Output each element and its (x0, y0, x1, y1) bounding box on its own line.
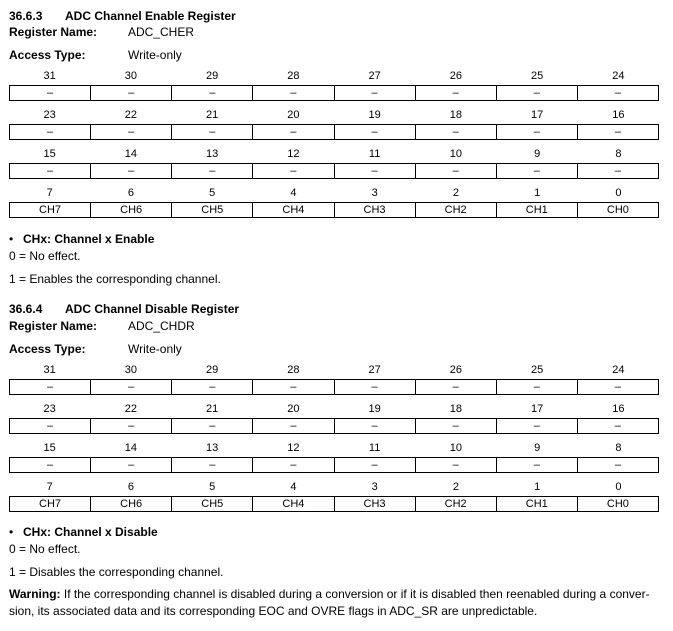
bit-field-row (9, 124, 659, 140)
bit-number: 21 (206, 109, 219, 121)
bit-field-cell: – (252, 458, 333, 472)
bit-field-cell: – (171, 380, 252, 394)
bit-number: 11 (368, 148, 381, 160)
bit-field-cell: – (47, 165, 54, 177)
register-name-value: ADC_CHER (128, 25, 195, 39)
bit-field-row (9, 496, 659, 512)
bit-field-cell: – (334, 458, 415, 472)
bit-field-cell: – (252, 164, 333, 178)
bit-field-row (9, 85, 659, 101)
bit-field-cell: – (252, 419, 333, 433)
bit-field-row (9, 202, 659, 218)
bit-number-row (9, 108, 659, 122)
bit-number: 29 (206, 70, 219, 82)
bit-number-row (9, 363, 659, 377)
bullet-icon: • (9, 232, 14, 246)
bit-field-row (9, 163, 659, 179)
section-title: ADC Channel Disable Register (65, 302, 240, 316)
access-type-label: Access Type: (9, 342, 86, 356)
bit-number: 1 (534, 187, 541, 199)
bit-number: 4 (290, 187, 297, 199)
bit-number: 20 (287, 109, 300, 121)
warning-text: If the corresponding channel is disabled during a conversion or if it is disabled then reenabled during a conver-sion, its associated data and its corresponding EOC and OVRE flags in ADC_SR are unpredictable. (9, 587, 650, 618)
bit-number-row (9, 147, 659, 161)
bit-field-cell: CH5 (171, 497, 252, 511)
section-heading (9, 9, 236, 23)
bit-number-row (9, 69, 659, 83)
bit-number: 25 (531, 70, 544, 82)
bit-number: 4 (290, 481, 297, 493)
bit-field-cell: – (334, 164, 415, 178)
bit-number: 9 (534, 442, 541, 454)
bit-field-cell: CH6 (90, 203, 171, 217)
bit-number: 14 (124, 442, 137, 454)
bit-number-row (9, 480, 659, 494)
bit-number: 17 (531, 109, 544, 121)
bit-number: 18 (449, 109, 462, 121)
register-row (9, 69, 659, 105)
bit-field-cell: CH2 (415, 203, 496, 217)
bit-number: 13 (206, 148, 219, 160)
bit-field-cell: – (415, 380, 496, 394)
bit-number: 3 (371, 481, 378, 493)
bit-field-cell: – (90, 125, 171, 139)
bit-field-cell: – (90, 164, 171, 178)
bit-number: 31 (43, 364, 56, 376)
field-title-text: CHx: Channel x Enable (23, 232, 155, 246)
field-title-text: CHx: Channel x Disable (23, 525, 158, 539)
bit-field-cell: – (171, 458, 252, 472)
register-row (9, 441, 659, 477)
bit-field-cell: – (171, 86, 252, 100)
bit-field-cell: – (496, 164, 577, 178)
bit-number-row (9, 402, 659, 416)
bit-number: 17 (531, 403, 544, 415)
bit-number: 2 (452, 187, 459, 199)
bit-number: 13 (206, 442, 219, 454)
section-number: 36.6.3 (9, 9, 43, 23)
bit-field-cell: – (47, 126, 54, 138)
bit-field-cell: – (90, 419, 171, 433)
bit-field-cell: CH0 (577, 497, 658, 511)
bit-number: 7 (46, 481, 53, 493)
access-type-label: Access Type: (9, 48, 86, 62)
field-desc-0: 0 = No effect. (9, 249, 81, 263)
bit-field-cell: – (496, 86, 577, 100)
bit-field-cell: – (496, 458, 577, 472)
bit-number: 27 (368, 364, 381, 376)
bit-number: 12 (287, 148, 300, 160)
access-type-value: Write-only (128, 48, 182, 62)
section-title: ADC Channel Enable Register (65, 9, 236, 23)
register-row (9, 480, 659, 516)
bit-number: 26 (449, 364, 462, 376)
register-name-label: Register Name: (9, 25, 98, 39)
bit-field-cell: – (415, 458, 496, 472)
register-row (9, 186, 659, 222)
bit-field-cell: – (171, 419, 252, 433)
bit-number: 29 (206, 364, 219, 376)
bit-field-cell: CH1 (496, 497, 577, 511)
bit-field-cell: – (334, 419, 415, 433)
bit-field-cell: CH5 (171, 203, 252, 217)
bit-number: 1 (534, 481, 541, 493)
bullet-icon: • (9, 525, 14, 539)
bit-number: 24 (612, 364, 625, 376)
bit-field-cell: – (577, 419, 658, 433)
bit-field-cell: – (415, 419, 496, 433)
bit-field-cell: – (47, 459, 54, 471)
bit-number: 31 (43, 70, 56, 82)
bit-field-cell: – (577, 380, 658, 394)
bit-field-cell: – (415, 86, 496, 100)
field-desc-1: 1 = Disables the corresponding channel. (9, 565, 224, 579)
field-desc-0: 0 = No effect. (9, 542, 81, 556)
bit-number-row (9, 186, 659, 200)
bit-number: 27 (368, 70, 381, 82)
bit-field-cell: – (496, 125, 577, 139)
bit-field-cell: – (47, 381, 54, 393)
bit-field-cell: – (496, 419, 577, 433)
bit-field-cell: – (171, 125, 252, 139)
bit-field-cell: – (334, 125, 415, 139)
bit-field-cell: – (496, 380, 577, 394)
register-name-value: ADC_CHDR (128, 319, 195, 333)
bit-number: 15 (43, 148, 56, 160)
bit-number: 28 (287, 70, 300, 82)
bit-number: 5 (209, 481, 216, 493)
bit-number: 10 (449, 148, 462, 160)
bit-field-cell: – (90, 380, 171, 394)
bit-number: 23 (43, 109, 56, 121)
bit-field-cell: CH7 (39, 204, 62, 216)
bit-field-cell: – (415, 164, 496, 178)
bit-field-cell: – (252, 125, 333, 139)
bit-number: 26 (449, 70, 462, 82)
bit-field-cell: CH3 (334, 497, 415, 511)
field-title (9, 525, 158, 539)
bit-field-cell: – (577, 458, 658, 472)
bit-field-cell: – (47, 420, 54, 432)
bit-number: 12 (287, 442, 300, 454)
bit-number: 7 (46, 187, 53, 199)
bit-field-cell: – (252, 380, 333, 394)
bit-number: 11 (368, 442, 381, 454)
bit-field-cell: – (334, 380, 415, 394)
register-row (9, 363, 659, 399)
bit-number: 10 (449, 442, 462, 454)
bit-number: 15 (43, 442, 56, 454)
register-row (9, 147, 659, 183)
bit-field-cell: – (47, 87, 54, 99)
register-name-label: Register Name: (9, 319, 98, 333)
register-name-line (9, 319, 195, 333)
register-row (9, 402, 659, 438)
bit-number: 8 (615, 442, 622, 454)
bit-field-cell: CH2 (415, 497, 496, 511)
bit-field-cell: CH1 (496, 203, 577, 217)
bit-field-cell: CH6 (90, 497, 171, 511)
bit-number: 3 (371, 187, 378, 199)
bit-number: 24 (612, 70, 625, 82)
bit-field-cell: – (577, 125, 658, 139)
bit-number: 21 (206, 403, 219, 415)
field-title (9, 232, 154, 246)
bit-field-cell: – (415, 125, 496, 139)
access-type-value: Write-only (128, 342, 182, 356)
bit-field-cell: – (90, 86, 171, 100)
bit-number: 6 (127, 481, 134, 493)
bit-number: 20 (287, 403, 300, 415)
field-desc-1: 1 = Enables the corresponding channel. (9, 272, 221, 286)
warning-note (9, 586, 661, 620)
bit-number: 19 (368, 109, 381, 121)
bit-field-cell: – (577, 86, 658, 100)
bit-field-row (9, 457, 659, 473)
bit-number: 25 (531, 364, 544, 376)
bit-number: 23 (43, 403, 56, 415)
access-type-line (9, 48, 182, 62)
bit-number: 18 (449, 403, 462, 415)
bit-field-cell: CH4 (252, 497, 333, 511)
bit-number: 22 (124, 109, 137, 121)
bit-number: 19 (368, 403, 381, 415)
section-heading (9, 302, 239, 316)
bit-field-cell: CH0 (577, 203, 658, 217)
bit-field-cell: CH3 (334, 203, 415, 217)
bit-number: 5 (209, 187, 216, 199)
bit-number: 16 (612, 109, 625, 121)
bit-number: 2 (452, 481, 459, 493)
register-row (9, 108, 659, 144)
bit-field-row (9, 418, 659, 434)
bit-number: 30 (124, 70, 137, 82)
bit-field-cell: – (334, 86, 415, 100)
bit-number: 22 (124, 403, 137, 415)
bit-number: 30 (124, 364, 137, 376)
bit-number: 9 (534, 148, 541, 160)
bit-number: 8 (615, 148, 622, 160)
bit-number: 0 (615, 187, 622, 199)
bit-field-cell: – (90, 458, 171, 472)
bit-field-cell: – (252, 86, 333, 100)
bit-number: 16 (612, 403, 625, 415)
bit-field-cell: CH7 (39, 498, 62, 510)
section-number: 36.6.4 (9, 302, 43, 316)
bit-number: 28 (287, 364, 300, 376)
bit-field-row (9, 379, 659, 395)
bit-field-cell: – (171, 164, 252, 178)
bit-number: 6 (127, 187, 134, 199)
access-type-line (9, 342, 182, 356)
bit-number: 14 (124, 148, 137, 160)
bit-field-cell: – (577, 164, 658, 178)
register-name-line (9, 25, 194, 39)
bit-number-row (9, 441, 659, 455)
warning-label: Warning: (9, 587, 61, 601)
bit-field-cell: CH4 (252, 203, 333, 217)
bit-number: 0 (615, 481, 622, 493)
